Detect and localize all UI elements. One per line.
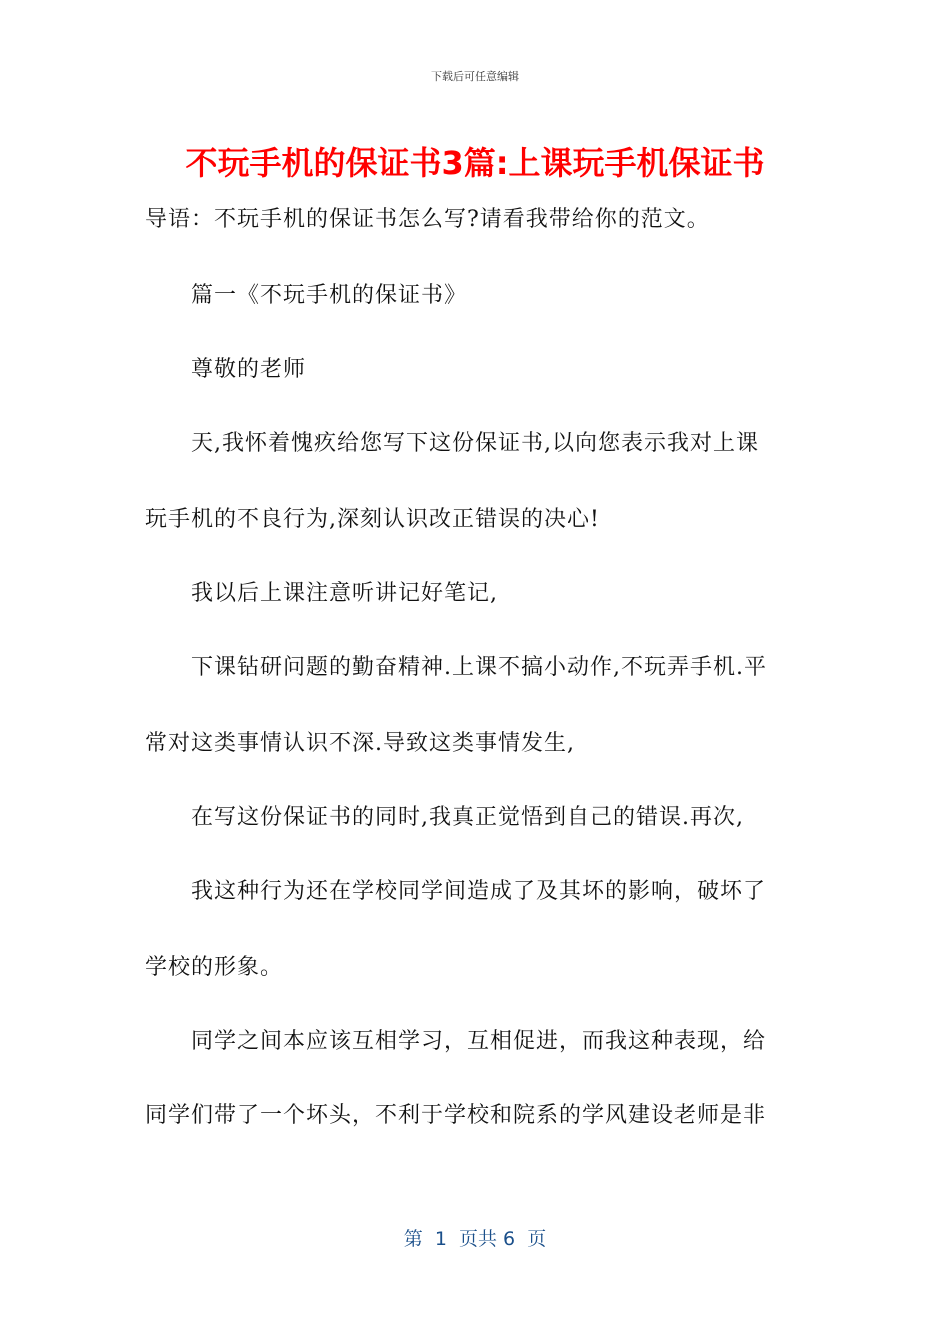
body-line: 我这种行为还在学校同学间造成了及其坏的影响，破坏了 <box>145 879 767 904</box>
page-footer: 第 1 页共 6 页 <box>403 1228 547 1250</box>
body-line: 同学之间本应该互相学习，互相促进，而我这种表现，给 <box>145 1029 767 1054</box>
body-line: 同学们带了一个坏头，不利于学校和院系的学风建设老师是非 <box>145 1103 767 1128</box>
body-line: 导语：不玩手机的保证书怎么写?请看我带给你的范文。 <box>145 207 710 232</box>
body-line: 我以后上课注意听讲记好笔记, <box>145 581 498 606</box>
document-title: 不玩手机的保证书3篇:上课玩手机保证书 <box>185 144 765 182</box>
body-line: 尊敬的老师 <box>145 357 307 382</box>
body-line: 常对这类事情认识不深.导致这类事情发生, <box>145 731 575 756</box>
body-line: 玩手机的不良行为,深刻认识改正错误的决心! <box>145 507 600 532</box>
body-line: 学校的形象。 <box>145 955 284 980</box>
body-line: 在写这份保证书的同时,我真正觉悟到自己的错误.再次, <box>145 805 744 830</box>
body-line: 天,我怀着愧疚给您写下这份保证书,以向您表示我对上课 <box>145 431 759 456</box>
header-note: 下载后可任意编辑 <box>431 70 519 83</box>
body-line: 篇一《不玩手机的保证书》 <box>145 283 468 308</box>
body-line: 下课钻研问题的勤奋精神.上课不搞小动作,不玩弄手机.平 <box>145 655 767 680</box>
